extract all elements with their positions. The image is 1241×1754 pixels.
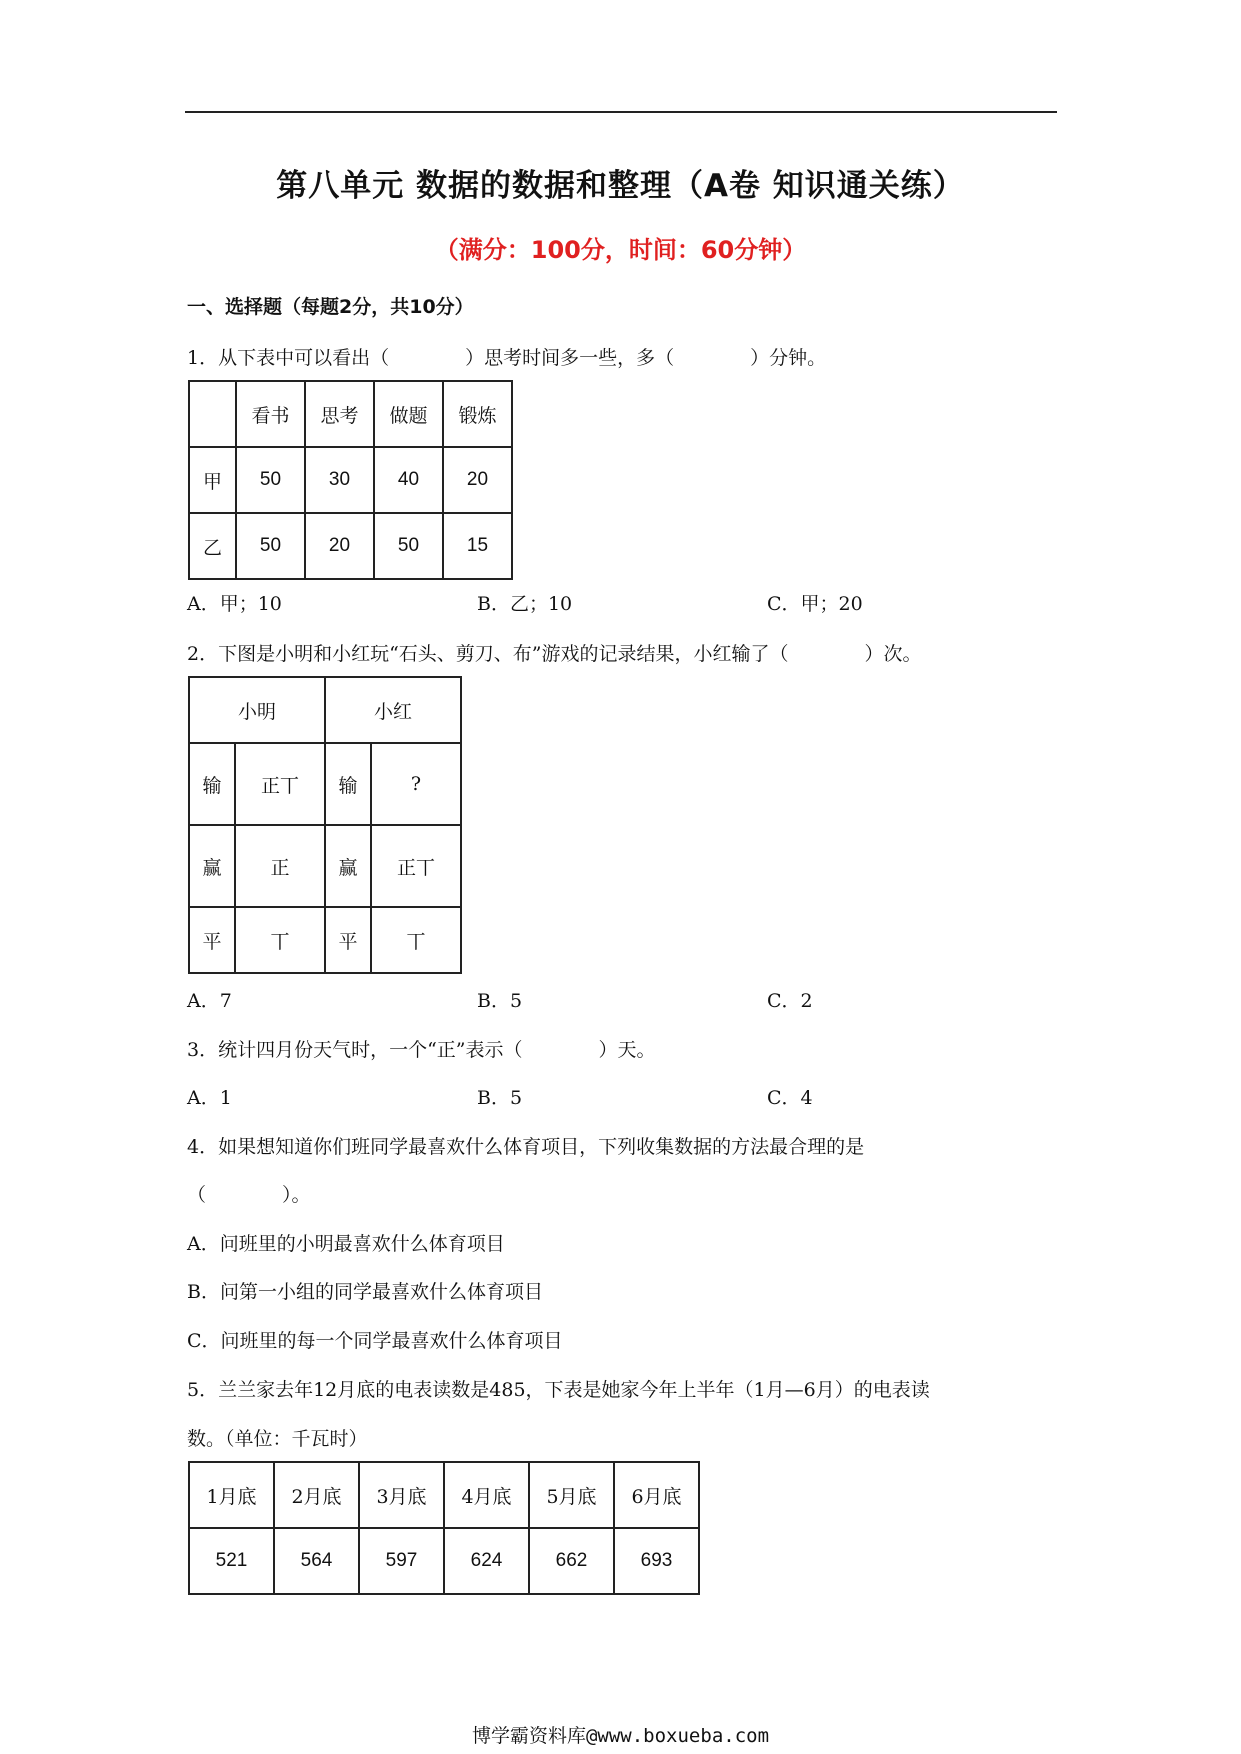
q3-stem: 3．统计四月份天气时，一个“正”表示（ ）天。 <box>187 1039 656 1061</box>
q5-cell: 693 <box>614 1528 699 1594</box>
q2-option-c: C．2 <box>767 990 813 1012</box>
q4-option-c: C．问班里的每一个同学最喜欢什么体育项目 <box>187 1330 563 1352</box>
table-row <box>189 825 461 907</box>
q1-header-cell: 看书 <box>236 381 305 447</box>
q1-header-cell: 思考 <box>305 381 374 447</box>
q5-header-cell: 6月底 <box>614 1462 699 1528</box>
q5-cell: 597 <box>359 1528 444 1594</box>
q5-header-cell: 1月底 <box>189 1462 274 1528</box>
q3-option-b: B．5 <box>477 1087 523 1109</box>
footer-watermark: 博学霸资料库@www.boxueba.com <box>471 1725 770 1747</box>
q2-row-label: 平 <box>325 907 371 973</box>
q1-cell: 15 <box>443 513 512 579</box>
page-subtitle: （满分：100分，时间：60分钟） <box>434 236 807 264</box>
q5-cell: 564 <box>274 1528 359 1594</box>
q4-stem-line2: （ ）。 <box>187 1184 311 1206</box>
q1-stem: 1．从下表中可以看出（ ）思考时间多一些，多（ ）分钟。 <box>187 347 827 369</box>
q2-unknown-cell: ? <box>371 743 461 825</box>
q5-header-cell: 4月底 <box>444 1462 529 1528</box>
q1-table <box>188 380 513 580</box>
table-row <box>189 743 461 825</box>
q1-cell: 20 <box>443 447 512 513</box>
q5-cell: 624 <box>444 1528 529 1594</box>
q1-option-c: C．甲；20 <box>767 593 863 615</box>
q1-cell: 30 <box>305 447 374 513</box>
q5-table <box>188 1461 700 1595</box>
q2-row-label: 平 <box>189 907 235 973</box>
q2-header-xiaoming: 小明 <box>189 677 325 743</box>
q3-option-c: C．4 <box>767 1087 813 1109</box>
q2-header-xiaohong: 小红 <box>325 677 461 743</box>
q2-option-a: A．7 <box>187 990 232 1012</box>
q2-tally-cell: 丅 <box>371 907 461 973</box>
q2-tally-cell: 正丅 <box>371 825 461 907</box>
q2-table-header-row <box>189 677 461 743</box>
table-row <box>189 907 461 973</box>
q5-header-cell: 3月底 <box>359 1462 444 1528</box>
q1-cell: 50 <box>374 513 443 579</box>
q5-cell: 662 <box>529 1528 614 1594</box>
q5-header-cell: 5月底 <box>529 1462 614 1528</box>
q1-cell: 50 <box>236 447 305 513</box>
q1-row-label: 乙 <box>189 513 236 579</box>
table-row <box>189 1528 699 1594</box>
q5-cell: 521 <box>189 1528 274 1594</box>
q1-cell: 50 <box>236 513 305 579</box>
section-heading: 一、选择题（每题2分，共10分） <box>187 296 474 318</box>
q2-table <box>188 676 462 974</box>
q2-stem: 2．下图是小明和小红玩“石头、剪刀、布”游戏的记录结果，小红输了（ ）次。 <box>187 643 922 665</box>
q2-option-b: B．5 <box>477 990 523 1012</box>
q2-row-label: 赢 <box>189 825 235 907</box>
q4-stem-line1: 4．如果想知道你们班同学最喜欢什么体育项目，下列收集数据的方法最合理的是 <box>187 1136 865 1158</box>
q5-stem-line2: 数。（单位：千瓦时） <box>187 1428 368 1450</box>
q4-option-b: B．问第一小组的同学最喜欢什么体育项目 <box>187 1281 543 1303</box>
table-row <box>189 447 512 513</box>
q1-option-b: B．乙；10 <box>477 593 573 615</box>
q1-option-a: A．甲；10 <box>187 593 282 615</box>
header-rule <box>185 111 1057 113</box>
q1-header-cell <box>189 381 236 447</box>
q5-header-cell: 2月底 <box>274 1462 359 1528</box>
page-title: 第八单元 数据的数据和整理（A卷 知识通关练） <box>276 168 965 204</box>
q2-tally-cell: 正丅 <box>235 743 325 825</box>
q5-table-header-row <box>189 1462 699 1528</box>
q2-tally-cell: 正 <box>235 825 325 907</box>
q1-cell: 40 <box>374 447 443 513</box>
q2-row-label: 赢 <box>325 825 371 907</box>
q2-row-label: 输 <box>189 743 235 825</box>
q1-cell: 20 <box>305 513 374 579</box>
q1-header-cell: 做题 <box>374 381 443 447</box>
q1-row-label: 甲 <box>189 447 236 513</box>
q2-tally-cell: 丅 <box>235 907 325 973</box>
table-row <box>189 513 512 579</box>
q1-table-header-row <box>189 381 512 447</box>
q1-header-cell: 锻炼 <box>443 381 512 447</box>
q3-option-a: A．1 <box>187 1087 232 1109</box>
q4-option-a: A．问班里的小明最喜欢什么体育项目 <box>187 1233 505 1255</box>
q2-row-label: 输 <box>325 743 371 825</box>
q5-stem-line1: 5．兰兰家去年12月底的电表读数是485，下表是她家今年上半年（1月—6月）的电表读 <box>187 1379 930 1401</box>
